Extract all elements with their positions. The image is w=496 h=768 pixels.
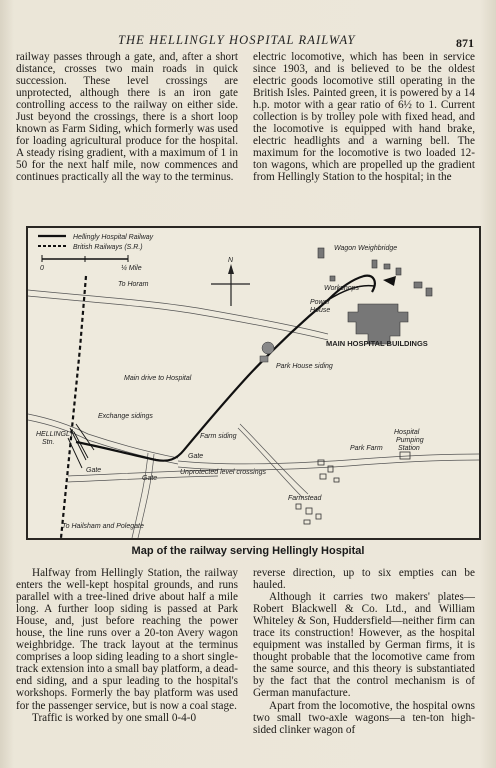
label-to-horam: To Horam — [118, 281, 149, 288]
label-wagon-weighbridge: Wagon Weighbridge — [334, 245, 398, 252]
label-hellingly: HELLINGLY — [36, 431, 74, 438]
text-column-right-bottom — [253, 567, 475, 736]
paragraph: Halfway from Hellingly Station, the railway enters the well-kept hospital grounds, and runs parallel with a tree-lined drive about half a mile long. A further loop siding is passed at Park House, and, just before reaching the power house, the line runs over a 20-ton Avery wagon weighbridge. The track layout at the terminus comprises a loop siding leading to a short single-track extension into a small bay platform, a dead-end siding, and a spur leading to the hospital's workshops. Formerly the bay platform was used for the passenger service, but is now a coal stage. — [16, 567, 238, 712]
label-farm-siding: Farm siding — [200, 433, 237, 440]
pumping-station-building — [400, 452, 410, 459]
label-exchange-sidings: Exchange sidings — [98, 413, 153, 420]
label-power: Power — [310, 299, 330, 306]
label-workshops: Workshops — [324, 285, 360, 292]
north-arrow-icon — [211, 257, 250, 306]
railway-map — [26, 226, 481, 540]
direction-arrow-icon — [383, 276, 396, 286]
map-drawing — [28, 228, 479, 538]
paragraph: electric locomotive, which has been in service since 1903, and is believed to be the oldest electric goods locomotive still operating in the British Isles. Painted green, it is powered by a 14 h.p. motor with a gear ratio of 6½ to 1. Current collection is by trolley pole with fixed head, and the locomotive is equipped with hand brake, electric headlights and a warning bell. The maximum for the locomotive is two loaded 12-ton wagons, which are propelled up the gradient from Hellingly Station to the hospital; in the — [253, 51, 475, 184]
label-to-hailsham: To Hailsham and Polegate — [62, 523, 144, 530]
park-farm-buildings — [296, 460, 339, 524]
map-legend — [38, 234, 154, 272]
running-head: THE HELLINGLY HOSPITAL RAILWAY — [118, 33, 356, 47]
label-park-house-siding: Park House siding — [276, 363, 333, 370]
label-farmstead: Farmstead — [288, 495, 322, 502]
label-station: Stn. — [42, 439, 55, 446]
scale-start: 0 — [40, 265, 44, 272]
park-house — [260, 342, 274, 362]
page-number: 871 — [456, 36, 474, 50]
label-house: House — [310, 307, 331, 314]
paragraph: reverse direction, up to six empties can be hauled. — [253, 567, 475, 592]
legend-british-railways: British Railways (S.R.) — [73, 244, 143, 251]
label-gate-2: Gate — [142, 475, 158, 482]
paragraph: Although it carries two makers' plates—Robert Blackwell & Co. Ltd., and William Whiteley & Son, Huddersfield—neither firm can trace its construction! However, as the hospital equipment was installed by German firms, it is thought probable that the locomotive came from the same source, and this theory is substantiated by the fact that the control mechanism is of German manufacture. — [253, 591, 475, 700]
label-gate-3: Gate — [188, 453, 204, 460]
paragraph: Apart from the locomotive, the hospital owns two small two-axle wagons—a ten-ton high-sided clinker wagon of — [253, 699, 475, 736]
label-park-farm: Park Farm — [350, 445, 383, 452]
label-gate-1: Gate — [86, 467, 102, 474]
text-column-right-top — [253, 51, 475, 184]
north-label: N — [228, 257, 234, 264]
label-main-drive: Main drive to Hospital — [124, 375, 192, 382]
label-main-hospital-buildings: MAIN HOSPITAL BUILDINGS — [326, 339, 428, 348]
text-column-left-bottom — [16, 567, 238, 724]
paragraph: railway passes through a gate, and, after a short distance, crosses two main roads in quick succession. These level crossings are unprotected, although there is an iron gate controlling access to the railway on either side. Just beyond the crossings, there is a short loop known as Farm Siding, which formerly was used for loading agricultural produce for the hospital. A steady rising gradient, with a maximum of 1 in 50 for the next half mile, now commences and continues practically all the way to the terminus. — [16, 51, 238, 184]
roads — [28, 290, 479, 538]
label-unprotected-crossings: Unprotected level crossings — [180, 469, 266, 476]
legend-hospital-railway: Hellingly Hospital Railway — [73, 234, 154, 241]
text-column-left-top — [16, 51, 238, 184]
label-pumping: Pumping — [396, 437, 424, 444]
british-railways-line — [61, 276, 86, 538]
label-hospital: Hospital — [394, 429, 420, 436]
scale-end: ¼ Mile — [121, 265, 142, 272]
label-station-pumping: Station — [398, 445, 420, 452]
map-caption: Map of the railway serving Hellingly Hospital — [131, 545, 365, 557]
paragraph: Traffic is worked by one small 0-4-0 — [32, 711, 197, 724]
